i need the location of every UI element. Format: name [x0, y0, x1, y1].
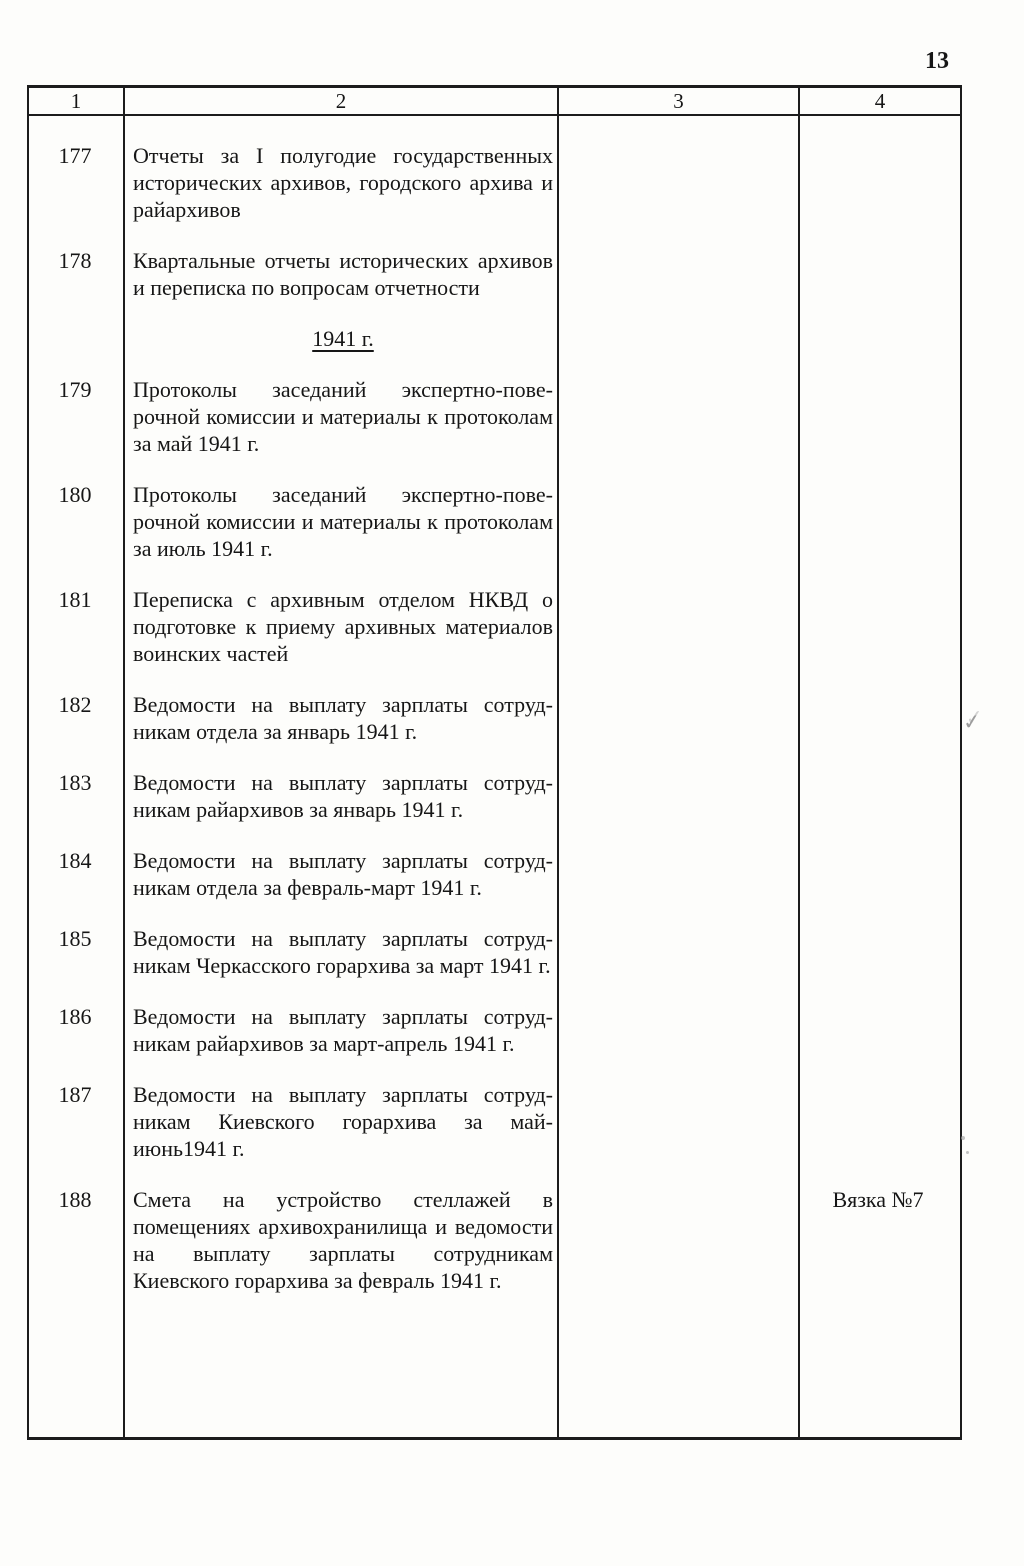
table-border-right: [960, 85, 962, 1440]
column-header-3: 3: [673, 89, 684, 113]
entry-description: Переписка с архивным отделом НКВД о подготовке к приему архивных материалов воинских частей: [133, 587, 553, 666]
table-body: [27, 116, 960, 1318]
page-number: 13: [925, 48, 949, 74]
scan-speck: [966, 1151, 969, 1154]
scan-speck: [961, 1136, 965, 1140]
table-row: [27, 1186, 960, 1294]
entry-bundle-note: Вязка №7: [832, 1187, 924, 1212]
table-row: [27, 691, 960, 745]
table-row: [27, 247, 960, 301]
entry-number: 181: [58, 587, 92, 612]
entry-number: 177: [58, 143, 92, 168]
table-border-bottom: [27, 1437, 962, 1440]
entry-number: 182: [58, 692, 92, 717]
entry-description: Ведомости на выплату зарплаты сотрудникам Киевского горархива за май-июнь1941 г.: [133, 1082, 553, 1161]
entry-number: 178: [58, 248, 92, 273]
entry-description: Ведомости на выплату зарплаты сотрудникам райархивов за март-апрель 1941 г.: [133, 1004, 553, 1056]
table-row: [27, 376, 960, 457]
table-row: [27, 1081, 960, 1162]
table-row: [27, 1003, 960, 1057]
column-header-1: 1: [70, 89, 82, 113]
entry-number: 183: [58, 770, 92, 795]
entry-description: Смета на устройство стеллажей в помещениях архивохранилища и ведомости на выплату зарплаты сотрудникам Киевского горархива за февраль 1941 г.: [133, 1187, 553, 1293]
entry-description: Протоколы заседаний экспертно-поверочной комиссии и материалы к протоколам за май 1941 г.: [133, 377, 553, 456]
table-row: [27, 925, 960, 979]
entry-description: Ведомости на выплату зарплаты сотрудникам отдела за январь 1941 г.: [133, 692, 553, 744]
entry-description: Ведомости на выплату зарплаты сотрудникам отдела за февраль-март 1941 г.: [133, 848, 553, 900]
table-row: [27, 481, 960, 562]
table-row: [27, 586, 960, 667]
entry-number: 179: [58, 377, 92, 402]
table-border-top: [27, 85, 962, 88]
entry-description: Протоколы заседаний экспертно-поверочной комиссии и материалы к протоколам за июль 1941 г.: [133, 482, 553, 561]
table-row: [27, 142, 960, 223]
table-row: [27, 769, 960, 823]
archive-inventory-table: [27, 85, 962, 1440]
entry-number: 185: [58, 926, 92, 951]
entry-number: 180: [58, 482, 92, 507]
entry-description: Квартальные отчеты исторических архивов и переписка по вопросам отчетности: [133, 248, 553, 300]
column-header-2: 2: [335, 89, 347, 113]
entry-number: 188: [58, 1187, 92, 1212]
year-section-heading: 1941 г.: [312, 326, 374, 351]
entry-number: 187: [58, 1082, 92, 1107]
entry-description: Отчеты за I полугодие государственных исторических архивов, городского архива и райархивов: [133, 143, 553, 222]
pencil-checkmark-icon: ✓: [961, 709, 982, 735]
entry-number: 184: [58, 848, 92, 873]
entry-description: Ведомости на выплату зарплаты сотрудникам Черкасского горархива за март 1941 г.: [133, 926, 553, 978]
entry-number: 186: [58, 1004, 92, 1029]
entry-description: Ведомости на выплату зарплаты сотрудникам райархивов за январь 1941 г.: [133, 770, 553, 822]
column-header-4: 4: [874, 89, 886, 113]
table-row: [27, 847, 960, 901]
